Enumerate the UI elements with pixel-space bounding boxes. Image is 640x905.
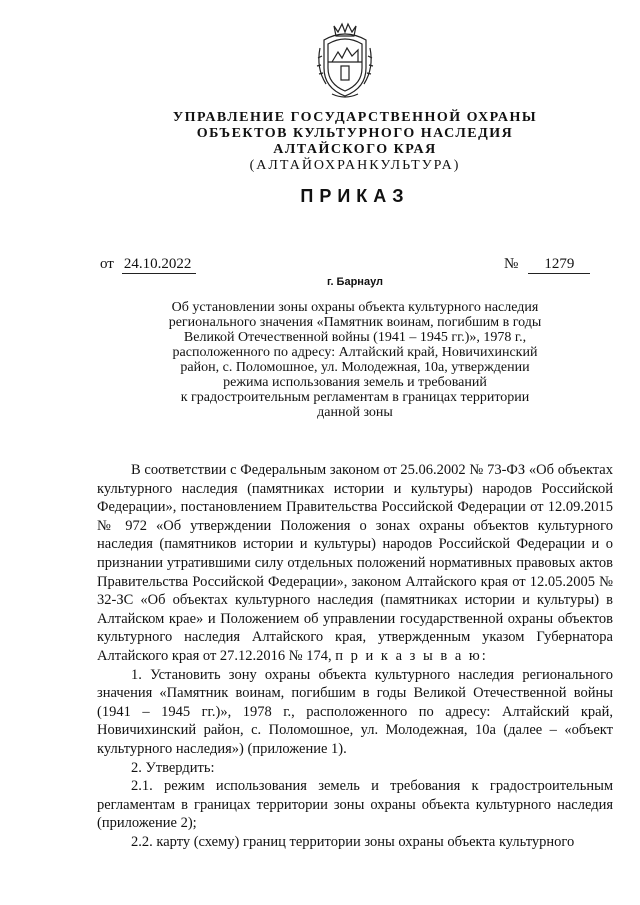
order-subject bbox=[120, 300, 590, 420]
city-name: г. Барнаул bbox=[326, 276, 384, 288]
order-verb: п р и к а з ы в а ю: bbox=[335, 647, 488, 664]
org-name-line-1: УПРАВЛЕНИЕ ГОСУДАРСТВЕННОЙ ОХРАНЫ bbox=[172, 110, 538, 125]
clause-2-paragraph: 2. Утвердить: bbox=[131, 759, 215, 776]
order-date bbox=[100, 256, 196, 274]
org-name-line-3: АЛТАЙСКОГО КРАЯ bbox=[273, 142, 437, 157]
clause-2-2-paragraph: 2.2. карту (схему) границ территории зоны охраны объекта культурного bbox=[131, 833, 575, 850]
document-type-title: ПРИКАЗ bbox=[300, 186, 410, 206]
org-name-line-2: ОБЪЕКТОВ КУЛЬТУРНОГО НАСЛЕДИЯ bbox=[196, 126, 514, 141]
subject-line: Об установлении зоны охраны объекта культурного наследия bbox=[171, 300, 539, 315]
org-short-name: (АЛТАЙОХРАНКУЛЬТУРА) bbox=[249, 158, 461, 173]
date-value: 24.10.2022 bbox=[122, 256, 196, 274]
subject-line: режима использования земель и требований bbox=[223, 375, 487, 390]
order-body bbox=[97, 461, 613, 851]
subject-line: к градостроительным регламентам в границах территории bbox=[180, 390, 530, 405]
subject-line: район, с. Поломошное, ул. Молодежная, 10а, утверждении bbox=[180, 360, 530, 375]
preamble-paragraph bbox=[97, 461, 613, 666]
number-prefix: № bbox=[504, 256, 519, 272]
subject-line: Великой Отечественной войны (1941 – 1945 гг.)», 1978 г., bbox=[183, 330, 527, 345]
subject-line: регионального значения «Памятник воинам, погибшим в годы bbox=[168, 315, 542, 330]
number-value: 1279 bbox=[528, 256, 590, 274]
subject-line: данной зоны bbox=[317, 405, 393, 420]
clause-1-paragraph: 1. Установить зону охраны объекта культурного наследия регионального значения «Памятник воинам, погибшим в годы Великой Отечественной войны (1941 – 1945 гг.)», 1978 г., расположенного по адресу: Алтайский край, Новичихинский район, с. Поломошное, ул. Молодежная, 10а (далее – «объект культурного наследия») (приложение 1). bbox=[97, 666, 613, 757]
preamble-text: В соответствии с Федеральным законом от 25.06.2002 № 73-ФЗ «Об объектах культурного наследия (памятниках истории и культуры) народов Российской Федерации», постановлением Правительства Российской Федерации от 12.09.2015 № 972 «Об утверждении Положения о зонах охраны объектов культурного наследия (памятников истории и культуры) народов Российской Федерации и о признании утратившими силу отдельных положений нормативных правовых актов Правительства Российской Федерации», законом Алтайского края от 12.05.2005 № 32-ЗС «Об объектах культурного наследия (памятниках истории и культуры) в Алтайском крае» и Положением об управлении государственной охраны объектов культурного наследия Алтайского края, утвержденным указом Губернатора Алтайского края от 27.12.2016 № 174, bbox=[97, 462, 613, 664]
order-number bbox=[504, 256, 590, 274]
coat-of-arms-emblem bbox=[314, 18, 376, 100]
date-prefix: от bbox=[100, 256, 114, 272]
subject-line: расположенного по адресу: Алтайский край, Новичихинский bbox=[172, 345, 538, 360]
clause-2-1-paragraph: 2.1. режим использования земель и требования к градостроительным регламентам в границах территории зоны охраны объекта культурного наследия (приложение 2); bbox=[97, 778, 613, 832]
